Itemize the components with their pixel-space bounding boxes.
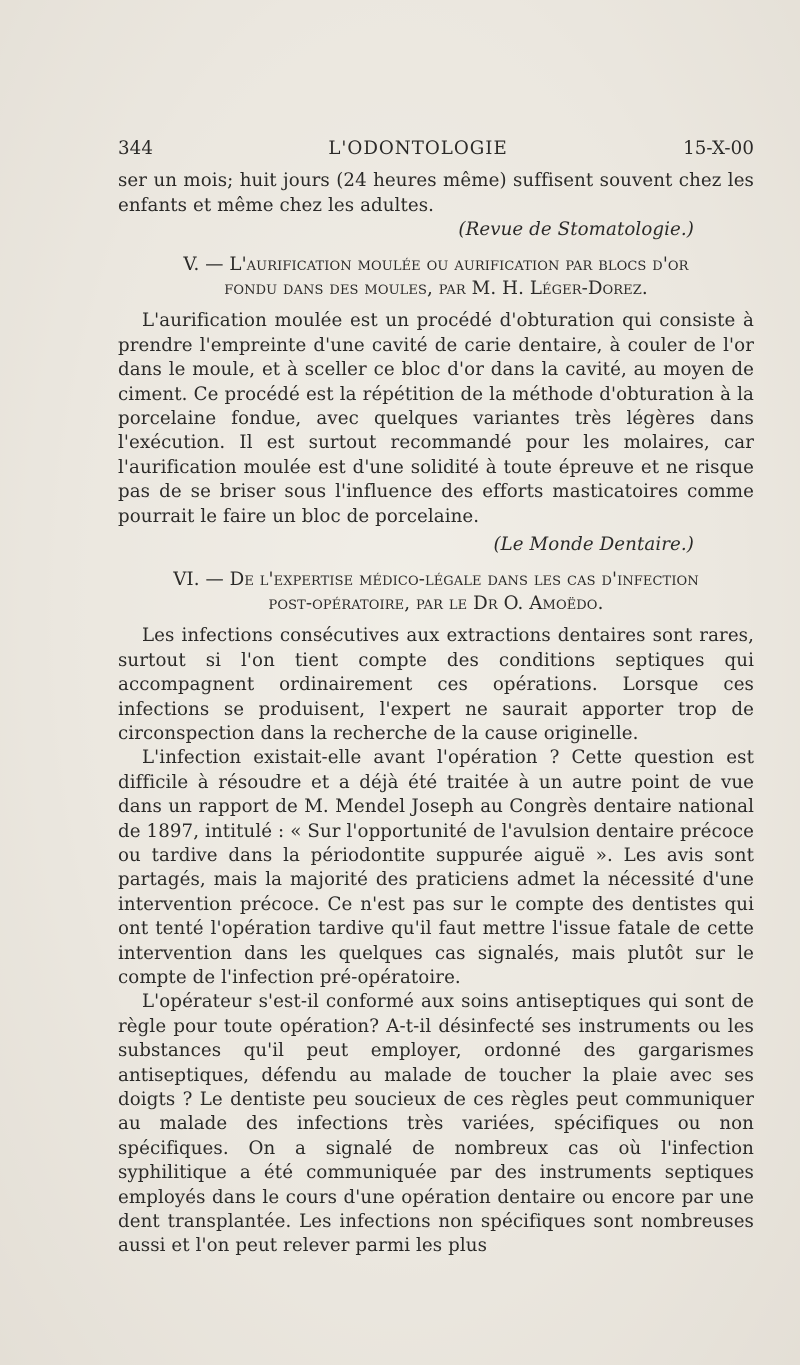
page-number: 344 xyxy=(118,138,154,159)
body-paragraph: Les infections consécutives aux extractions dentaires sont rares, surtout si l'on tient compte des conditions septiques qui accompagnent ordinairement ces opérations. Lorsque ces infections se produisent, l'expert ne saurait apporter trop de circonspection dans la recherche de la cause originelle. xyxy=(118,625,754,744)
source-citation: (Le Monde Dentaire.) xyxy=(493,534,694,556)
heading-line: post-opératoire, par le Dr O. Amoëdo. xyxy=(268,592,604,614)
journal-title: L'ODONTOLOGIE xyxy=(328,138,508,159)
issue-date: 15-X-00 xyxy=(683,138,754,159)
heading-line: fondu dans des moules, par M. H. Léger-Dorez. xyxy=(224,278,648,300)
body-paragraph: L'opérateur s'est-il conformé aux soins antiseptiques qui sont de règle pour toute opération? A-t-il désinfecté ses instruments ou les substances qu'il peut employer, ordonné des gargarismes antiseptiques, défendu au malade de toucher la plaie avec ses doigts ? Le dentiste peu soucieux de ces règles peut communiquer au malade des infections très variées, spécifiques ou non spécifiques. On a signalé de nombreux cas où l'infection syphilitique a été communiquée par des instruments septiques employés dans le cours d'une opération dentaire ou encore par une dent transplantée. Les infections non spécifiques sont nombreuses aussi et l'on peut relever parmi les plus xyxy=(118,991,754,1257)
heading-line: VI. — De l'expertise médico-légale dans les cas d'infection xyxy=(173,568,699,590)
section-heading-v xyxy=(118,253,754,302)
page-text xyxy=(118,137,754,1259)
source-citation: (Revue de Stomatologie.) xyxy=(458,219,694,241)
section-heading-vi xyxy=(118,568,754,617)
running-header xyxy=(118,137,754,161)
body-paragraph: L'infection existait-elle avant l'opération ? Cette question est difficile à résoudre et a déjà été traitée à un autre point de vue dans un rapport de M. Mendel Joseph au Congrès dentaire national de 1897, intitulé : « Sur l'opportunité de l'avulsion dentaire précoce ou tardive dans la périodontite suppurée aiguë ». Les avis sont partagés, mais la majorité des praticiens admet la nécessité d'une intervention précoce. Ce n'est pas sur le compte des dentistes qui ont tenté l'opération tardive qu'il faut mettre l'issue fatale de cette intervention dans les quelques cas signalés, mais plutôt sur le compte de l'infection pré-opératoire. xyxy=(118,747,754,988)
heading-line: V. — L'aurification moulée ou aurification par blocs d'or xyxy=(183,253,689,275)
continuation-paragraph: ser un mois; huit jours (24 heures même) suffisent souvent chez les enfants et même chez les adultes. xyxy=(118,170,754,216)
body-paragraph: L'aurification moulée est un procédé d'obturation qui consiste à prendre l'empreinte d'une cavité de carie dentaire, à couler de l'or dans le moule, et à sceller ce bloc d'or dans la cavité, au moyen de ciment. Ce procédé est la répétition de la méthode d'obturation à la porcelaine fondue, avec quelques variantes très légères dans l'exécution. Il est surtout recommandé pour les molaires, car l'aurification moulée est d'une solidité à toute épreuve et ne risque pas de se briser sous l'influence des efforts masticatoires comme pourrait le faire un bloc de porcelaine. xyxy=(118,310,754,527)
